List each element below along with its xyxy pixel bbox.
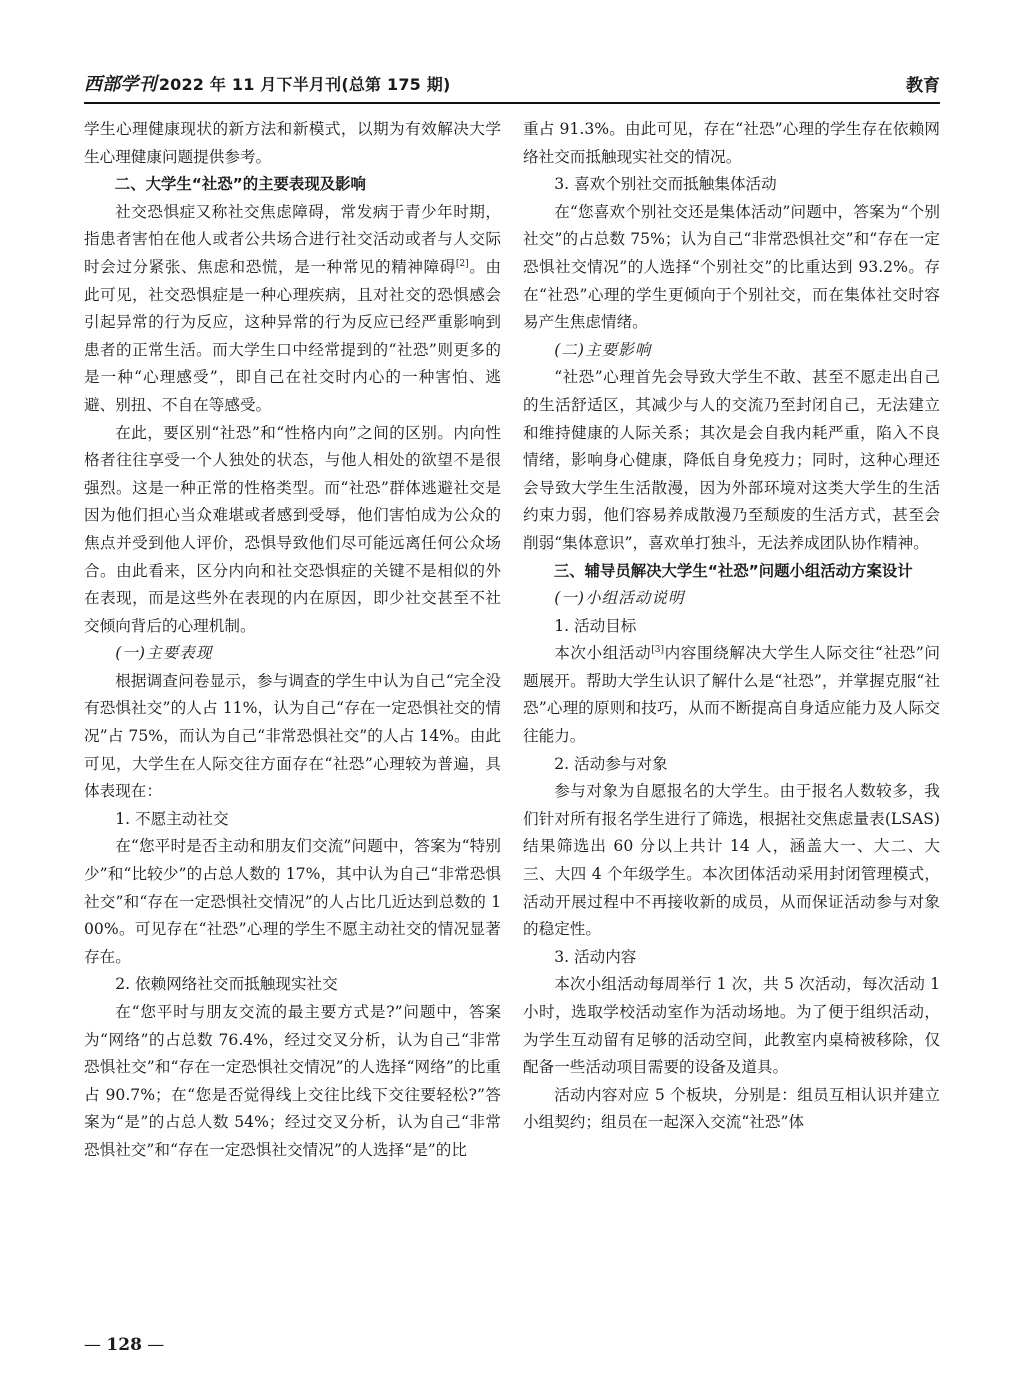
item-heading: 2. 依赖网络社交而抵触现实社交 xyxy=(115,975,338,994)
subsection-heading: (二)主要影响 xyxy=(554,340,652,359)
item-heading: 1. 不愿主动社交 xyxy=(115,809,229,828)
subsection-heading: (一)小组活动说明 xyxy=(554,589,685,608)
paragraph-text: 社交恐惧症又称社交焦虑障碍，常发病于青少年时期，指患者害怕在他人或者公共场合进行社交活动或者与人交际时会过分紧张、焦虑和恐慌，是一种常见的精神障碍 xyxy=(84,202,501,276)
paragraph: 在“您平时与朋友交流的最主要方式是?”问题中，答案为“网络”的占总数 76.4%，经过交叉分析，认为自己“非常恐惧社交”和“存在一定恐惧社交情况”的人选择“网络”的比重占 90.7%；在“您是否觉得线上交往比线下交往要轻松?”答案为“是”的占总人数 54%；经过交叉分析，认为自己“非常恐惧社交”和“存在一定恐惧社交情况”的人选择“是”的比 xyxy=(84,1003,501,1159)
page-footer xyxy=(84,1335,164,1355)
paragraph-text: 内容围绕解决大学生人际交往“社恐”问题展开。帮助大学生认识了解什么是“社恐”，并掌握克服“社恐”心理的原则和技巧，从而不断提高自身适应能力及人际交往能力。 xyxy=(523,644,940,746)
footer-dash-left: — xyxy=(84,1335,107,1355)
section-heading: 二、大学生“社恐”的主要表现及影响 xyxy=(114,175,366,194)
item-heading: 2. 活动参与对象 xyxy=(554,754,668,773)
paragraph-text: 本次小组活动 xyxy=(554,644,652,663)
citation-ref: [3] xyxy=(651,645,665,656)
citation-ref: [2] xyxy=(455,258,469,269)
item-heading: 3. 活动内容 xyxy=(554,947,637,966)
section-heading: 三、辅导员解决大学生“社恐”问题小组活动方案设计 xyxy=(553,561,913,580)
paragraph-text: 。由此可见，社交恐惧症是一种心理疾病，且对社交的恐惧感会引起异常的行为反应，这种异常的行为反应已经严重影响到患者的正常生活。而大学生口中经常提到的“社恐”则更多的是一种“心理感受”，即自己在社交时内心的一种害怕、逃避、别扭、不自在等感受。 xyxy=(84,257,501,414)
right-column xyxy=(523,116,940,1137)
paragraph: 活动内容对应 5 个板块，分别是：组员互相认识并建立小组契约；组员在一起深入交流“社恐”体 xyxy=(523,1085,940,1132)
item-heading: 3. 喜欢个别社交而抵触集体活动 xyxy=(554,175,777,194)
item-heading: 1. 活动目标 xyxy=(554,616,637,635)
section-label: 教育 xyxy=(906,76,940,96)
paragraph: 重占 91.3%。由此可见，存在“社恐”心理的学生存在依赖网络社交而抵触现实社交的情况。 xyxy=(523,120,940,166)
issue-label: 2022 年 11 月下半月刊(总第 175 期) xyxy=(158,75,451,94)
paragraph: “社恐”心理首先会导致大学生不敢、甚至不愿走出自己的生活舒适区，其减少与人的交流乃至封闭自己，无法建立和维持健康的人际关系；其次是会自我内耗严重，陷入不良情绪，影响身心健康，降低自身免疫力；同时，这种心理还会导致大学生生活散漫，因为外部环境对这类大学生的生活约束力弱，他们容易养成散漫乃至颓废的生活方式，甚至会削弱“集体意识”，喜欢单打独斗，无法养成团队协作精神。 xyxy=(523,368,940,552)
paragraph: 在此，要区别“社恐”和“性格内向”之间的区别。内向性格者往往享受一个人独处的状态，与他人相处的欲望不是很强烈。这是一种正常的性格类型。而“社恐”群体逃避社交是因为他们担心当众难堪或者感到受辱，他们害怕成为公众的焦点并受到他人评价，恐惧导致他们尽可能远离任何公众场合。由此看来，区分内向和社交恐惧症的关键不是相似的外在表现，而是这些外在表现的内在原因，即少社交甚至不社交倾向背后的心理机制。 xyxy=(84,423,501,635)
subsection-heading: (一)主要表现 xyxy=(115,644,213,663)
paragraph: 学生心理健康现状的新方法和新模式，以期为有效解决大学生心理健康问题提供参考。 xyxy=(84,120,501,166)
paragraph xyxy=(523,640,940,750)
page-number: 128 xyxy=(106,1335,142,1355)
paragraph: 在“您喜欢个别社交还是集体活动”问题中，答案为“个别社交”的占总数 75%；认为自己“非常恐惧社交”和“存在一定恐惧社交情况”的人选择“个别社交”的比重达到 93.2%。存在“社恐”心理的学生更倾向于个别社交，而在集体社交时容易产生焦虑情绪。 xyxy=(523,202,940,332)
left-column xyxy=(84,116,501,1165)
journal-info xyxy=(84,70,451,96)
paragraph: 在“您平时是否主动和朋友们交流”问题中，答案为“特别少”和“比较少”的占总人数的 17%，其中认为自己“非常恐惧社交”和“存在一定恐惧社交情况”的人占比几近达到总数的 100%。可见存在“社恐”心理的学生不愿主动社交的情况显著存在。 xyxy=(84,837,501,966)
footer-dash-right: — xyxy=(141,1335,165,1355)
paragraph: 根据调查问卷显示，参与调查的学生中认为自己“完全没有恐惧社交”的人占 11%，认为自己“存在一定恐惧社交的情况”占 75%，而认为自己“非常恐惧社交”的人占 14%。由此可见，大学生在人际交往方面存在“社恐”心理较为普遍，具体表现在： xyxy=(84,671,501,801)
paragraph xyxy=(84,199,501,420)
paragraph: 本次小组活动每周举行 1 次，共 5 次活动，每次活动 1 小时，选取学校活动室作为活动场地。为了便于组织活动，为学生互动留有足够的活动空间，此教室内桌椅被移除，仅配备一些活动项目需要的设备及道具。 xyxy=(523,975,940,1077)
journal-logo: 西部学刊 xyxy=(84,74,157,95)
running-header xyxy=(84,68,940,104)
paragraph: 参与对象为自愿报名的大学生。由于报名人数较多，我们针对所有报名学生进行了筛选，根据社交焦虑量表(LSAS)结果筛选出 60 分以上共计 14 人，涵盖大一、大二、大三、大四 4 个年级学生。本次团体活动采用封闭管理模式，活动开展过程中不再接收新的成员，从而保证活动参与对象的稳定性。 xyxy=(523,782,940,939)
